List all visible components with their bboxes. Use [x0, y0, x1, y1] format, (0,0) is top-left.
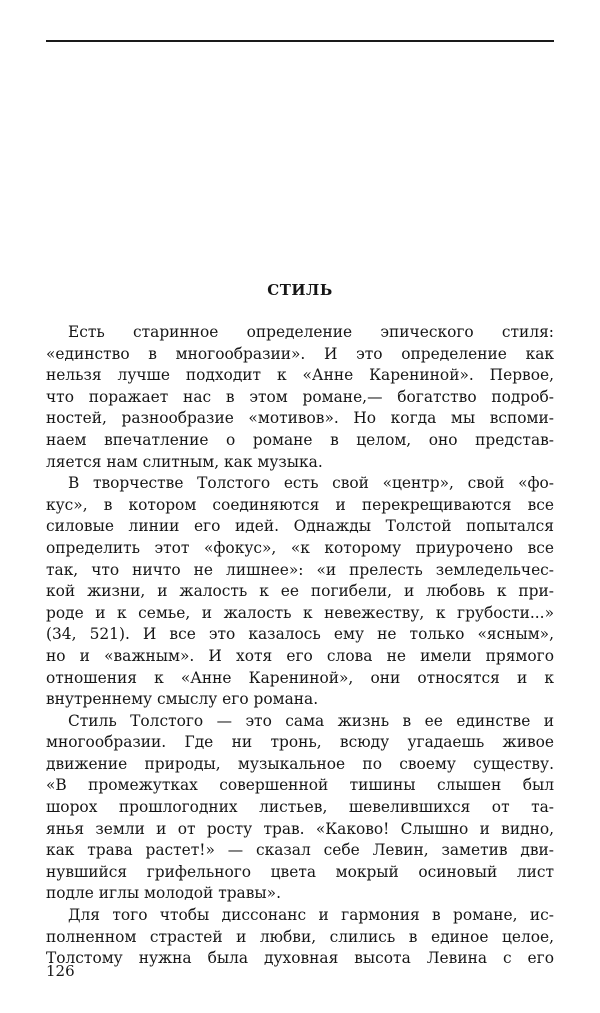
text-line: силовые линии его идей. Однажды Толстой попытался — [46, 517, 554, 536]
text-line: что поражает нас в этом романе,— богатство подроб- — [46, 387, 554, 406]
text-line: (34, 521). И все это казалось ему не только «ясным», — [46, 625, 554, 644]
text-line: ностей, разнообразие «мотивов». Но когда мы вспоми- — [46, 409, 554, 428]
text-line: В творчестве Толстого есть свой «центр», свой «фо- — [68, 474, 554, 493]
text-line: нельзя лучше подходит к «Анне Карениной». Первое, — [46, 366, 554, 385]
text-line: Толстому нужна была духовная высота Левина с его — [46, 949, 554, 968]
text-line: Стиль Толстого — это сама жизнь в ее единстве и — [68, 711, 554, 730]
text-line: внутреннему смыслу его романа. — [46, 690, 319, 709]
page-number: 126 — [46, 962, 75, 980]
text-line: янья земли и от росту трав. «Каково! Слышно и видно, — [46, 819, 554, 838]
body-text — [46, 322, 554, 970]
text-line: шорох прошлогодних листьев, шевелившихся от та- — [46, 798, 554, 817]
text-line: движение природы, музыкальное по своему существу. — [46, 754, 554, 773]
text-line: ляется нам слитным, как музыка. — [46, 452, 323, 471]
chapter-title: СТИЛЬ — [267, 281, 333, 299]
text-line: как трава растет!» — сказал себе Левин, заметив дви- — [46, 841, 554, 860]
text-line: «В промежутках совершенной тишины слышен был — [46, 776, 554, 795]
text-line: подле иглы молодой травы». — [46, 884, 281, 903]
text-line: нувшийся грифельного цвета мокрый осиновый лист — [46, 862, 554, 881]
text-line: полненном страстей и любви, слились в единое целое, — [46, 927, 554, 946]
text-line: отношения к «Анне Карениной», они относятся и к — [46, 668, 554, 687]
top-rule — [46, 40, 554, 42]
text-line: кой жизни, и жалость к ее погибели, и любовь к при- — [46, 582, 554, 601]
text-line: многообразии. Где ни тронь, всюду угадаешь живое — [46, 733, 554, 752]
text-line: но и «важным». И хотя его слова не имели прямого — [46, 646, 554, 665]
text-line: определить этот «фокус», «к которому приурочено все — [46, 538, 554, 557]
text-line: кус», в котором соединяются и перекрещиваются все — [46, 495, 554, 514]
text-line: Для того чтобы диссонанс и гармония в романе, ис- — [68, 906, 554, 925]
text-line: наем впечатление о романе в целом, оно представ- — [46, 430, 554, 449]
text-line: роде и к семье, и жалость к невежеству, к грубости...» — [46, 603, 554, 622]
text-line: так, что ничто не лишнее»: «и прелесть земледельчес- — [46, 560, 554, 579]
text-line: «единство в многообразии». И это определение как — [46, 344, 554, 363]
text-line: Есть старинное определение эпического стиля: — [68, 323, 554, 341]
